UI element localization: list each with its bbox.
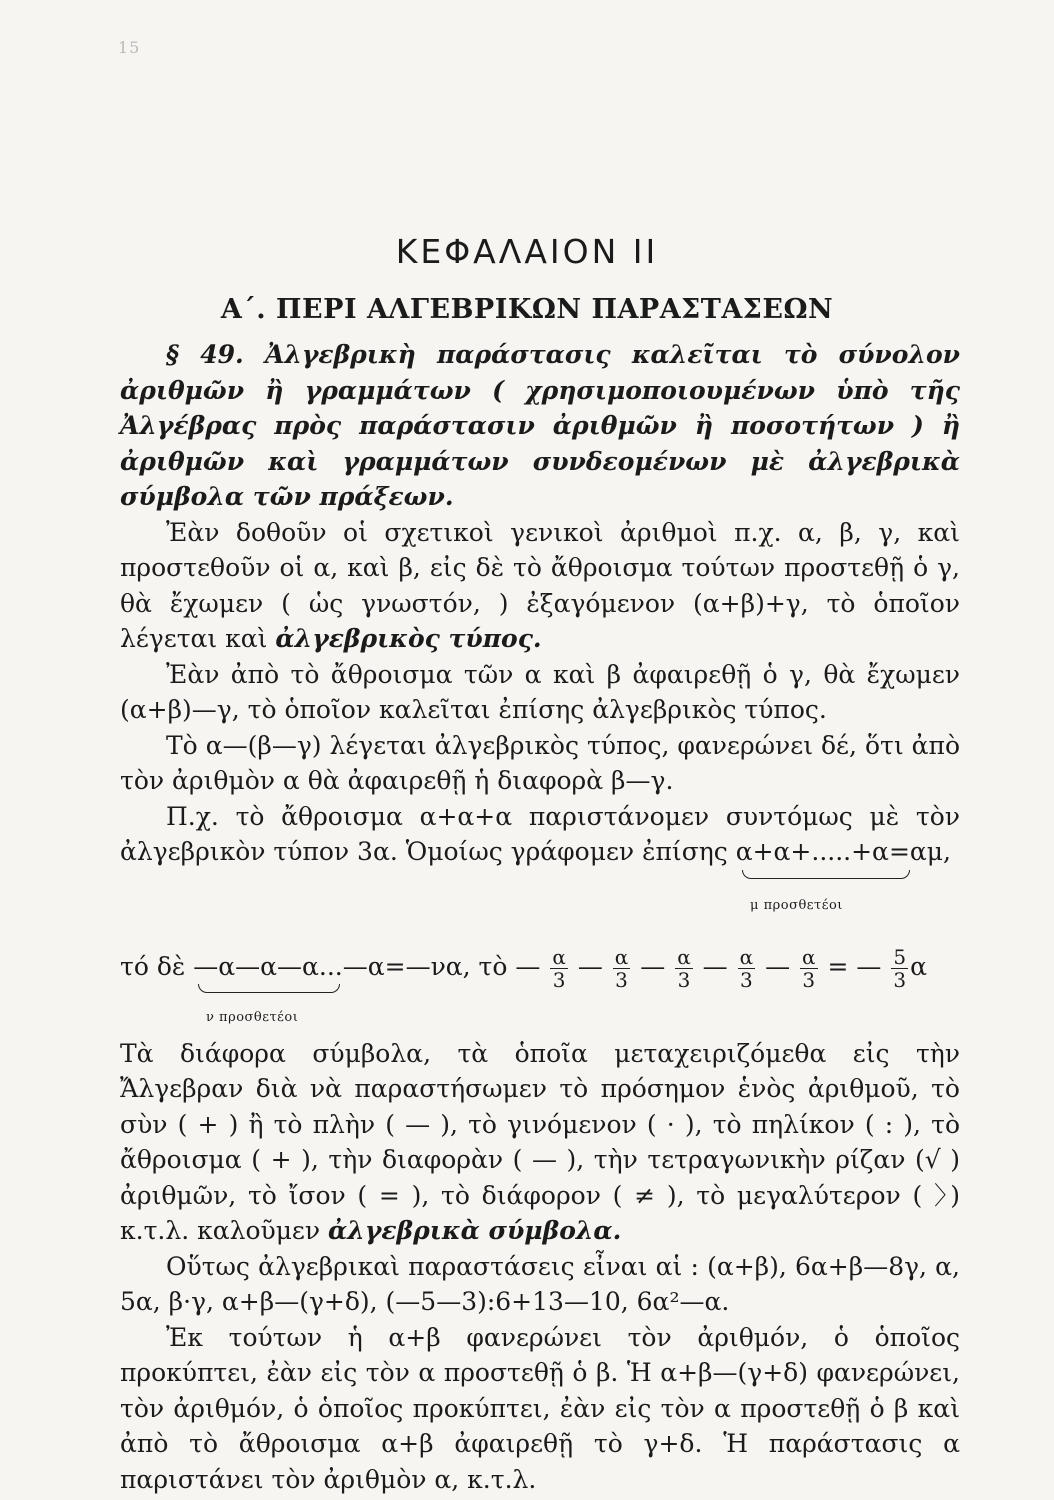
- definition-paragraph: § 49. Ἀλγεβρικὴ παράστασις καλεῖται τὸ σύνολον ἀριθμῶν ἢ γραμμάτων ( χρησιμοποιουμένων ὑπὸ τῆς Ἀλγέβρας πρὸς παράστασιν ἀριθμῶν ἢ ποσοτήτων ) ἢ ἀριθμῶν καὶ γραμμάτων συνδεομένων μὲ ἀλγεβρικὰ σύμβολα τῶν πράξεων.: [120, 340, 960, 511]
- minus-sign: —: [640, 951, 666, 981]
- paragraph-5-text: Τὰ διάφορα σύμβολα, τὰ ὁποῖα μεταχειριζόμεθα εἰς τὴν Ἄλγεβραν διὰ νὰ παραστήσωμεν τὸ πρόσημον ἑνὸς ἀριθμοῦ, τὸ σὺν ( + ) ἢ τὸ πλὴν ( — ), τὸ γινόμενον ( · ), τὸ πηλίκον ( : ), τὸ ἄθροισμα ( + ), τὴν διαφορὰν ( — ), τὴν τετραγωνικὴν ρίζαν (√ ) ἀριθμῶν, τὸ ἴσον ( = ), τὸ διάφορον ( ≠ ), τὸ μεγαλύτερον ( 〉) κ.τ.λ. καλοῦμεν: [120, 1038, 960, 1245]
- minus-sign: —: [702, 951, 728, 981]
- minus-sign: —: [577, 951, 603, 981]
- minus-sign: —: [765, 951, 791, 981]
- sum-expression: α+α+.....+α=αμ,: [735, 837, 951, 866]
- fraction-result: [891, 946, 908, 991]
- paragraph-4-text: Π.χ. τὸ ἄθροισμα α+α+α παριστάνομεν συντόμως μὲ τὸν ἀλγεβρικὸν τύπον 3α. Ὁμοίως γράφομεν ἐπίσης: [120, 801, 960, 866]
- paragraph-2: Ἐὰν ἀπὸ τὸ ἄθροισμα τῶν α καὶ β ἀφαιρεθῇ ὁ γ, θὰ ἔχωμεν (α+β)—γ, τὸ ὁποῖον καλεῖται ἐπίσης ἀλγεβρικὸς τύπος.: [120, 659, 960, 724]
- fraction-1: [550, 946, 568, 991]
- fraction-2: [613, 946, 631, 991]
- fraction-2-den: 3: [615, 967, 628, 992]
- paragraph-5: [120, 1036, 960, 1249]
- paragraph-1: [120, 515, 960, 657]
- page-number: 15: [118, 38, 141, 57]
- fraction-1-den: 3: [552, 967, 566, 992]
- fraction-5-den: 3: [802, 967, 816, 992]
- fraction-result-var: α: [910, 951, 927, 981]
- fraction-3-num: α: [677, 944, 691, 969]
- chapter-heading: ΚΕΦΑΛΑΙΟΝ ΙΙ: [395, 232, 659, 272]
- paragraph-4: [120, 799, 960, 870]
- brace-label-nu: ν προσθετέοι: [206, 1009, 299, 1025]
- fraction-4: [738, 946, 756, 991]
- brace-nu: [198, 984, 340, 993]
- paragraph-6: Οὕτως ἀλγεβρικαὶ παραστάσεις εἶναι αἱ : (α+β), 6α+β—8γ, α, 5α, β·γ, α+β—(γ+δ), (—5—3):6+13—10, 6α²—α.: [120, 1251, 960, 1316]
- fraction-result-den: 3: [893, 967, 907, 992]
- equals-sign: = —: [827, 951, 882, 981]
- minus-sign: —: [515, 951, 541, 981]
- fraction-3: [675, 946, 693, 991]
- paragraph-7: Ἐκ τούτων ἡ α+β φανερώνει τὸν ἀριθμόν, ὁ ὁποῖος προκύπτει, ἐὰν εἰς τὸν α προστεθῇ ὁ β. Ἡ α+β—(γ+δ) φανερώνει, τὸν ἀριθμόν, ὁ ὁποῖος προκύπτει, ἐὰν εἰς τὸν α προστεθῇ ὁ β καὶ ἀπὸ τὸ ἄθροισμα α+β ἀφαιρεθῇ τὸ γ+δ. Ἡ παράστασις α παριστάνει τὸν ἀριθμὸν α, κ.τ.λ.: [120, 1322, 960, 1494]
- fraction-result-num: 5: [893, 944, 907, 969]
- fraction-3-den: 3: [677, 967, 691, 992]
- fraction-4-den: 3: [740, 967, 753, 992]
- subtraction-expression: —α—α—α...—α: [193, 951, 385, 981]
- section-heading: Α΄. ΠΕΡΙ ΑΛΓΕΒΡΙΚΩΝ ΠΑΡΑΣΤΑΣΕΩΝ: [220, 294, 834, 326]
- term-algebraic-formula: ἀλγεβρικὸς τύπος.: [275, 624, 542, 653]
- fraction-5-num: α: [802, 944, 816, 969]
- line-prefix: τό δὲ: [120, 951, 186, 981]
- paragraph-3: Τὸ α—(β—γ) λέγεται ἀλγεβρικὸς τύπος, φανερώνει δέ, ὅτι ἀπὸ τὸν ἀριθμὸν α θὰ ἀφαιρεθῇ ἡ διαφορὰ β—γ.: [120, 730, 960, 795]
- body-text: [120, 337, 960, 1497]
- fraction-5: [800, 946, 818, 991]
- brace-label-mu: μ προσθετέοι: [750, 897, 843, 913]
- fraction-2-num: α: [614, 944, 629, 969]
- fraction-4-num: α: [739, 944, 754, 969]
- fraction-1-num: α: [552, 944, 566, 969]
- brace-mu: [742, 870, 910, 879]
- subtraction-result: =—να, τὸ: [384, 951, 508, 981]
- term-algebraic-symbols: ἀλγεβρικὰ σύμβολα.: [328, 1216, 622, 1245]
- formula-block: [120, 876, 960, 1036]
- paragraph-1-text: Ἐὰν δοθοῦν οἱ σχετικοὶ γενικοὶ ἀριθμοὶ π.χ. α, β, γ, καὶ προστεθοῦν οἱ α, καὶ β, εἰς δὲ τὸ ἄθροισμα τούτων προστεθῇ ὁ γ, θὰ ἔχωμεν ( ὡς γνωστόν, ) ἐξαγόμενον (α+β)+γ, τὸ ὁποῖον λέγεται καὶ: [120, 517, 960, 653]
